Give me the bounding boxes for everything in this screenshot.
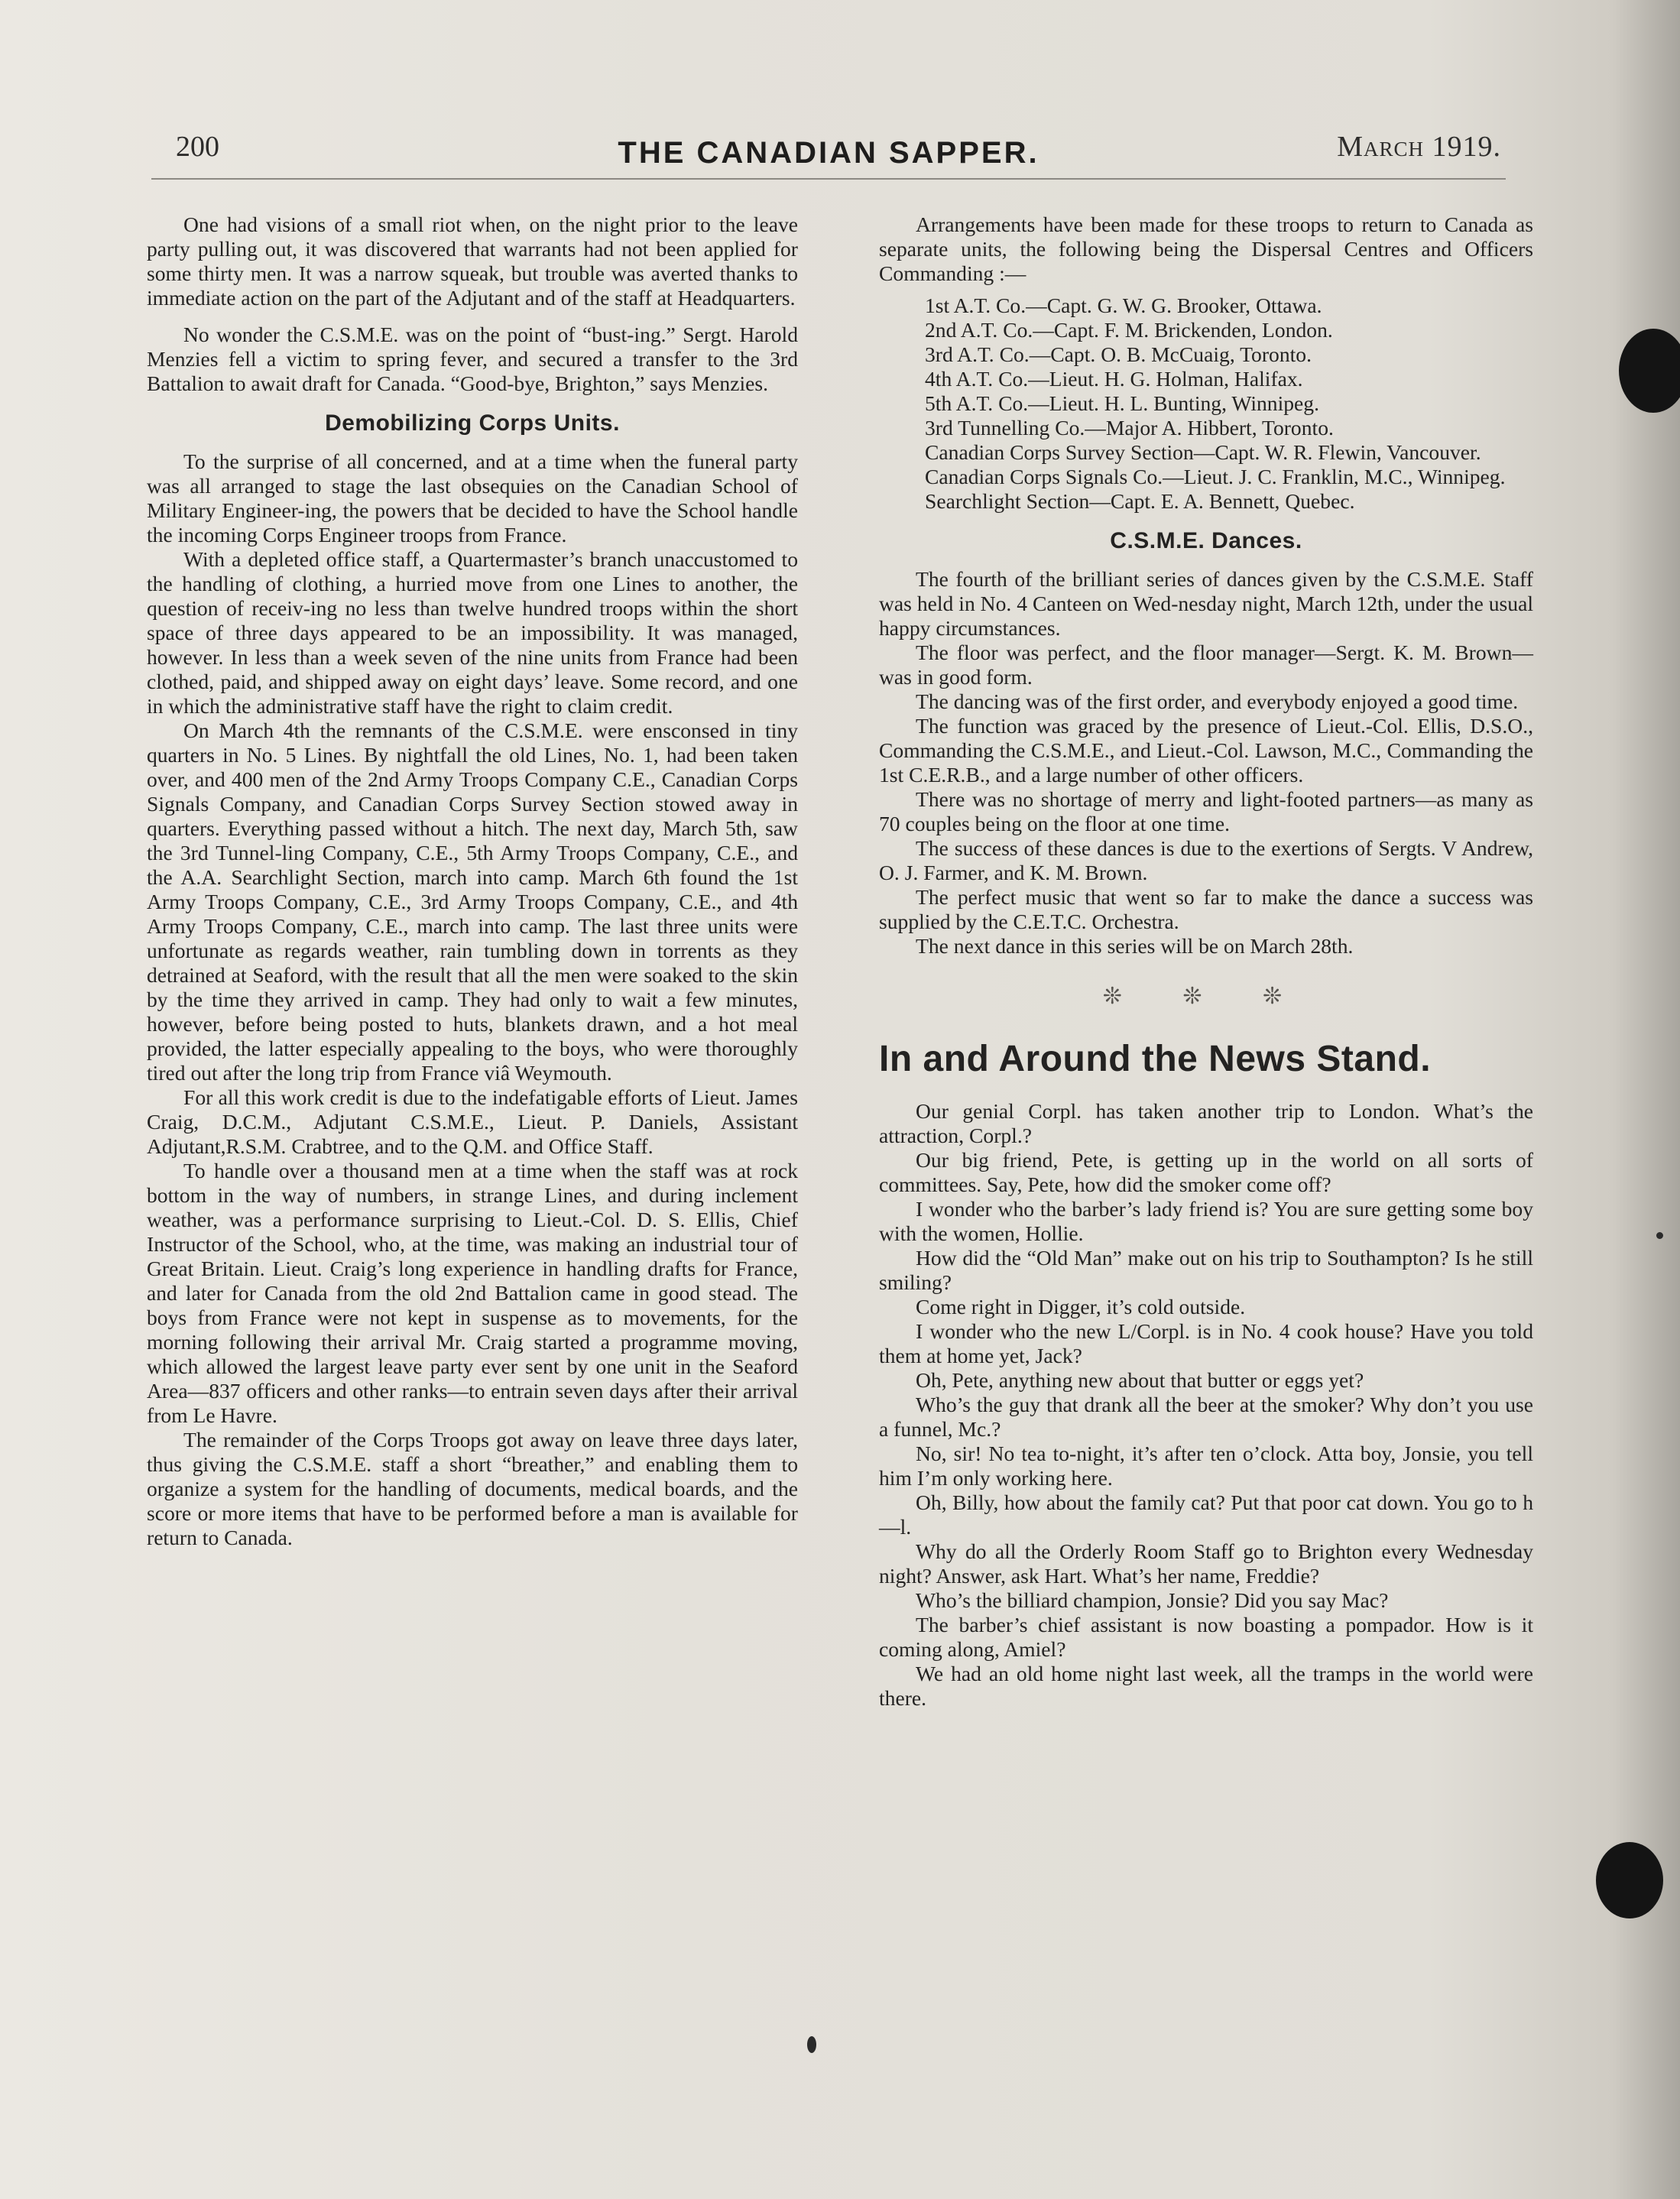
paragraph: Come right in Digger, it’s cold outside. <box>916 1295 1246 1318</box>
list-item: Canadian Corps Signals Co.—Lieut. J. C. Franklin, M.C., Winnipeg. <box>925 465 1506 488</box>
news-stand-title: In and Around the News Stand. <box>879 1039 1432 1079</box>
paragraph: Who’s the billiard champion, Jonsie? Did you say Mac? <box>916 1588 1389 1612</box>
paragraph: With a depleted office staff, a Quartermaster’s branch unaccustomed to the handling of clothing, a hurried move from one Lines to another, the question of receiv-ing no less than twelve hundred troops within the short space of three days appeared to be an impossibility. It was managed, however. In less than a week seven of the nine units from France had been clothed, paid, and shipped away on eight days’ leave. Some record, and one in which the administrative staff have the right to claim credit. <box>147 547 798 718</box>
page-speck <box>807 2036 816 2053</box>
paragraph: The fourth of the brilliant series of dances given by the C.S.M.E. Staff was held in No. 4 Canteen on Wed-nesday night, March 12th, under the usual happy circumstances. <box>879 567 1533 640</box>
list-item: 2nd A.T. Co.—Capt. F. M. Brickenden, London. <box>925 318 1333 342</box>
paragraph: On March 4th the remnants of the C.S.M.E. were ensconsed in tiny quarters in No. 5 Lines. By nightfall the old Lines, No. 1, had been taken over, and 400 men of the 2nd Army Troops Company C.E., Canadian Corps Signals Company, and Canadian Corps Survey Section stowed away in quarters. Everything passed without a hitch. The next day, March 5th, saw the 3rd Tunnel-ling Company, C.E., 5th Army Troops Company, C.E., and the A.A. Searchlight Section, march into camp. March 6th found the 1st Army Troops Company, C.E., 3rd Army Troops Company, C.E., and 4th Army Troops Company, C.E., march into camp. The last three units were unfortunate as regards weather, rain tumbling down in torrents as they detrained at Seaford, with the result that all the men were soaked to the skin by the time they arrived in camp. They had only to wait a few minutes, however, before being posted to huts, blankets drawn, and a hot meal provided, the latter especially appealing to the boys, who were thoroughly tired out after the long trip from France viâ Weymouth. <box>147 718 798 1085</box>
paragraph: How did the “Old Man” make out on his trip to Southampton? Is he still smiling? <box>879 1246 1533 1294</box>
paragraph: The floor was perfect, and the floor manager—Sergt. K. M. Brown—was in good form. <box>879 641 1533 689</box>
binding-hole <box>1619 329 1680 413</box>
dispersal-list <box>879 294 1533 514</box>
page-speck <box>1656 1232 1663 1239</box>
journal-title: THE CANADIAN SAPPER. <box>618 136 1039 170</box>
paragraph: Our big friend, Pete, is getting up in the world on all sorts of committees. Say, Pete, how did the smoker come off? <box>879 1148 1533 1196</box>
paragraph: To the surprise of all concerned, and at a time when the funeral party was all arranged to stage the last obsequies on the Canadian School of Military Engineer-ing, the powers that be decided to have the School handle the incoming Corps Engineer troops from France. <box>147 449 798 547</box>
paragraph: I wonder who the barber’s lady friend is? You are sure getting some boy with the women, Hollie. <box>879 1197 1533 1245</box>
paragraph: Why do all the Orderly Room Staff go to Brighton every Wednesday night? Answer, ask Hart. What’s her name, Freddie? <box>879 1539 1533 1588</box>
paragraph: To handle over a thousand men at a time when the staff was at rock bottom in the way of numbers, in strange Lines, and during inclement weather, was a performance surprising to Lieut.-Col. D. S. Ellis, Chief Instructor of the School, who, at the time, was making an industrial tour of Great Britain. Lieut. Craig’s long experience in handling drafts for France, and later for Canada from the old 2nd Battalion came in good stead. The boys from France were not kept in suspense as to movements, for the morning following their arrival Mr. Craig started a programme moving, which allowed the largest leave party ever sent by one unit in the Seaford Area—837 officers and other ranks—to entrain seven days after their arrival from Le Havre. <box>147 1159 798 1427</box>
binding-hole <box>1596 1842 1663 1918</box>
paragraph: Oh, Billy, how about the family cat? Put that poor cat down. You go to h—l. <box>879 1490 1533 1539</box>
paragraph: One had visions of a small riot when, on the night prior to the leave party pulling out, it was discovered that warrants had not been applied for some thirty men. It was a narrow squeak, but trouble was averted thanks to immediate action on the part of the Adjutant and of the staff at Headquarters. <box>147 212 798 310</box>
section-title: C.S.M.E. Dances. <box>1110 528 1302 553</box>
paragraph: The dancing was of the first order, and everybody enjoyed a good time. <box>916 689 1519 713</box>
paragraph: The success of these dances is due to the exertions of Sergts. V Andrew, O. J. Farmer, and K. M. Brown. <box>879 836 1533 884</box>
paragraph: The function was graced by the presence of Lieut.-Col. Ellis, D.S.O., Commanding the C.S.M.E., and Lieut.-Col. Lawson, M.C., Commanding the 1st C.E.R.B., and a large number of other officers. <box>879 714 1533 787</box>
paragraph: There was no shortage of merry and light-footed partners—as many as 70 couples being on the floor at one time. <box>879 787 1533 835</box>
paragraph: No wonder the C.S.M.E. was on the point of “bust-ing.” Sergt. Harold Menzies fell a victim to spring fever, and secured a transfer to the 3rd Battalion to await draft for Canada. “Good-bye, Brighton,” says Menzies. <box>147 323 798 395</box>
list-item: 1st A.T. Co.—Capt. G. W. G. Brooker, Ottawa. <box>925 294 1322 317</box>
list-item: 3rd Tunnelling Co.—Major A. Hibbert, Toronto. <box>925 416 1334 439</box>
list-item: Canadian Corps Survey Section—Capt. W. R. Flewin, Vancouver. <box>925 440 1481 464</box>
list-item: 5th A.T. Co.—Lieut. H. L. Bunting, Winnipeg. <box>925 391 1319 415</box>
ornament-divider: ❊ ❊ ❊ <box>1102 984 1310 1009</box>
left-column <box>147 212 798 1550</box>
paragraph: No, sir! No tea to-night, it’s after ten o’clock. Atta boy, Jonsie, you tell him I’m only working here. <box>879 1442 1533 1490</box>
paragraph: The next dance in this series will be on March 28th. <box>916 934 1354 958</box>
paragraph: For all this work credit is due to the indefatigable efforts of Lieut. James Craig, D.C.M., Adjutant C.S.M.E., Lieut. P. Daniels, Assistant Adjutant,R.S.M. Crabtree, and to the Q.M. and Office Staff. <box>147 1085 798 1158</box>
issue-date: March 1919. <box>1337 131 1501 163</box>
header-rule <box>151 178 1506 180</box>
list-item: Searchlight Section—Capt. E. A. Bennett, Quebec. <box>925 489 1355 513</box>
paragraph: I wonder who the new L/Corpl. is in No. 4 cook house? Have you told them at home yet, Jack? <box>879 1319 1533 1367</box>
page-number: 200 <box>176 131 219 163</box>
list-item: 3rd A.T. Co.—Capt. O. B. McCuaig, Toronto. <box>925 342 1312 366</box>
right-column <box>879 212 1533 1711</box>
list-item: 4th A.T. Co.—Lieut. H. G. Holman, Halifax. <box>925 367 1303 391</box>
paragraph: Our genial Corpl. has taken another trip to London. What’s the attraction, Corpl.? <box>879 1099 1533 1147</box>
section-title: Demobilizing Corps Units. <box>325 410 620 436</box>
paragraph: Arrangements have been made for these troops to return to Canada as separate units, the following being the Dispersal Centres and Officers Commanding :— <box>879 212 1533 285</box>
paragraph: We had an old home night last week, all the tramps in the world were there. <box>879 1662 1533 1710</box>
paragraph: Oh, Pete, anything new about that butter or eggs yet? <box>916 1368 1364 1392</box>
paragraph: The barber’s chief assistant is now boasting a pompador. How is it coming along, Amiel? <box>879 1613 1533 1661</box>
paragraph: The perfect music that went so far to make the dance a success was supplied by the C.E.T.C. Orchestra. <box>879 885 1533 933</box>
paragraph: The remainder of the Corps Troops got away on leave three days later, thus giving the C.S.M.E. staff a short “breather,” and enabling them to organize a system for the handling of documents, medical boards, and the score or more items that have to be performed before a man is available for return to Canada. <box>147 1428 798 1549</box>
page-header <box>151 130 1506 176</box>
paragraph: Who’s the guy that drank all the beer at the smoker? Why don’t you use a funnel, Mc.? <box>879 1393 1533 1441</box>
